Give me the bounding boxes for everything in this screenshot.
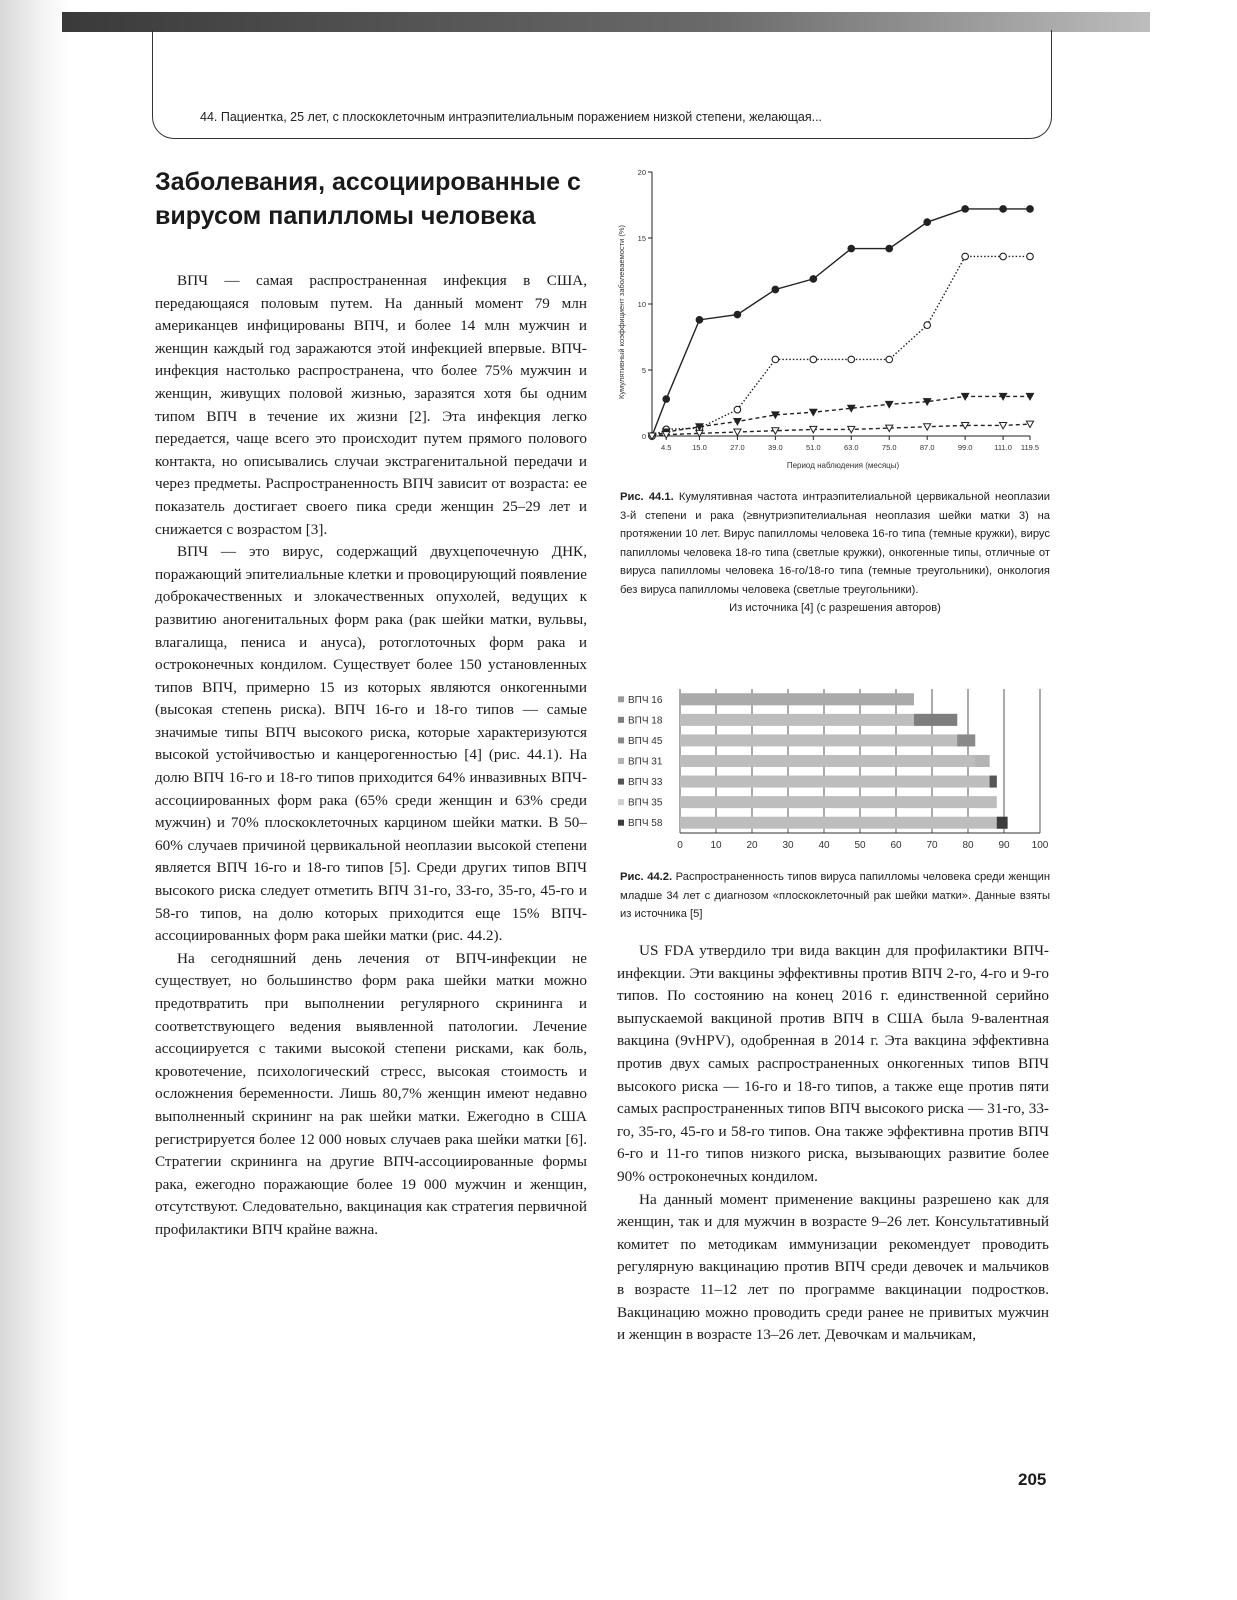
x-tick-label: 99.0 <box>957 443 973 452</box>
x-tick-label: 0 <box>677 840 683 851</box>
data-point <box>772 286 779 293</box>
x-tick-label: 90 <box>998 840 1010 851</box>
caption-label: Рис. 44.2. <box>620 871 673 883</box>
data-point <box>962 206 969 213</box>
y-tick-label: 10 <box>637 300 646 309</box>
category-label: ВПЧ 31 <box>628 756 663 768</box>
caption-text: Кумулятивная частота интраэпителиальной цервикальной неоплазии 3-й степени и рака (≥внутриэпителиальная неоплазия шейки матки 3) на протяжении 10 лет. Вирус папилломы человека 16-го типа (темные кружки), вирус папилломы человека 18-го типа (светлые кружки), онкогенные типы, отличные от вируса папилломы человека 16-го/18-го типа (темные треугольники), онкология без вируса папилломы человека (светлые треугольники). <box>620 491 1050 596</box>
x-tick-label: 39.0 <box>768 443 783 452</box>
x-tick-label: 87.0 <box>919 443 935 452</box>
x-tick-label: 20 <box>746 840 758 851</box>
category-label: ВПЧ 16 <box>628 694 663 706</box>
category-label: ВПЧ 58 <box>628 818 663 830</box>
x-tick-label: 119.5 <box>1020 443 1040 452</box>
data-point <box>734 406 741 413</box>
x-tick-label: 10 <box>710 840 722 851</box>
data-point <box>696 317 703 324</box>
legend-swatch <box>618 696 624 702</box>
y-tick-label: 20 <box>637 168 646 177</box>
data-point <box>734 311 741 318</box>
header-bar <box>62 12 1150 32</box>
legend-swatch <box>618 717 624 723</box>
series-line <box>652 209 1030 436</box>
x-tick-label: 80 <box>962 840 974 851</box>
data-point <box>924 424 931 430</box>
category-label: ВПЧ 45 <box>628 735 663 747</box>
figure-44-2-bar-chart <box>612 683 1052 858</box>
x-tick-label: 100 <box>1031 840 1049 851</box>
y-axis-label: Кумулятивный коэффициент заболеваемости (%) <box>617 224 626 400</box>
paragraph: US FDA утвердило три вида вакцин для профилактики ВПЧ-инфекции. Эти вакцины эффективны против ВПЧ 2-го, 4-го и 9-го типов. По состоянию на конец 2016 г. единственной серийно выпускаемой вакциной против ВПЧ в США была 9-валентная вакцина (9vHPV), одобренная в 2014 г. Эта вакцина эффективна против двух самых распространенных онкогенных типов ВПЧ высокого риска — 16-го и 18-го типов, а также еще против пяти самых распространенных типов ВПЧ высокого риска — 31-го, 33-го, 35-го, 45-го и 58-го типов. Она также эффективна против ВПЧ 6-го и 11-го типов низкого риска, вызывающих развитие более 90% остроконечных кондилом. <box>617 942 1049 1185</box>
x-tick-label: 70 <box>926 840 938 851</box>
caption-text: Распространенность типов вируса папилломы человека среди женщин младше 34 лет с диагнозом «плоскоклеточный рак шейки матки». Данные взяты из источника [5] <box>620 871 1050 920</box>
paragraph: ВПЧ — самая распространенная инфекция в США, передающаяся половым путем. На данный момент 79 млн американцев инфицированы ВПЧ, и более 14 млн мужчин и женщин каждый год заражаются этой инфекцией впервые. ВПЧ-инфекция настолько распространена, что более 75% мужчин и женщин, живущих половой жизнью, заразятся хотя бы одним типом ВПЧ в течение их жизни [2]. Эта инфекция легко передается, чаще всего это происходит путем прямого полового контакта, но описывались случаи экстрагенитальной передачи и через предметы. Распространенность ВПЧ зависит от возраста: ее показатель достигает своего пика среди женщин 25–29 лет и снижается с возрастом [3]. <box>155 272 587 538</box>
x-tick-label: 27.0 <box>730 443 745 452</box>
data-point <box>810 276 817 283</box>
y-tick-label: 0 <box>641 432 646 441</box>
y-tick-label: 15 <box>637 234 646 243</box>
figure-44-1-caption <box>620 488 1050 618</box>
bar-segment <box>680 693 914 705</box>
legend-swatch <box>618 779 624 785</box>
paragraph: ВПЧ — это вирус, содержащий двухцепочечную ДНК, поражающий эпителиальные клетки и провоцирующий появление доброкачественных и злокачественных опухолей, ведущих к развитию аногенитальных форм рака (рак шейки матки, вульвы, влагалища, пениса и ануса), ротоглоточных форм рака и остроконечных кондилом. Существует более 150 установленных типов ВПЧ, примерно 15 из которых являются онкогенными (высокая степень риска). ВПЧ 16-го и 18-го типов — самые значимые типы ВПЧ высокого риска, которые характеризуются высокой устойчивостью и канцерогенностью [4] (рис. 44.1). На долю ВПЧ 16-го и 18-го типов приходится 64% инвазивных ВПЧ-ассоциированных форм рака (65% среди женщин и 63% среди мужчин) и 70% плоскоклеточных карцином шейки матки. В 50–60% случаев причиной цервикальной неоплазии высокой степени является ВПЧ 16-го и 18-го типов [5]. Среди других типов ВПЧ высокого риска следует отметить ВПЧ 31-го, 33-го, 35-го, 45-го и 58-го типов, на долю которых приходится еще 15% ВПЧ-ассоциированных форм рака шейки матки (рис. 44.2). <box>155 543 587 945</box>
legend-swatch <box>618 737 624 743</box>
paragraph: На сегодняшний день лечения от ВПЧ-инфекции не существует, но большинство форм рака шейки матки можно предотвратить при выполнении регулярного скрининга и соответствующего ведения выявленной патологии. Лечение ассоциируется с такими высокой степени рисками, как боль, кровотечение, психологический стресс, высокая стоимость и осложнения беременности. Лишь 80,7% женщин имеют недавно выполненный скрининг на рак шейки матки. Ежегодно в США регистрируется более 12 000 новых случаев рака шейки матки [6]. Стратегии скрининга на другие ВПЧ-ассоциированные формы рака, ежегодно поражающие более 19 000 мужчин и женщин, отсутствуют. Следовательно, вакцинация как стратегия первичной профилактики ВПЧ крайне важна. <box>155 949 587 1238</box>
figure-44-2-caption <box>620 868 1050 924</box>
data-point <box>848 245 855 252</box>
x-tick-label: 30 <box>782 840 794 851</box>
legend-swatch <box>618 799 624 805</box>
data-point <box>734 429 741 435</box>
bar <box>680 755 990 767</box>
x-tick-label: 15.0 <box>692 443 707 452</box>
data-point <box>1000 206 1007 213</box>
paragraph: На данный момент применение вакцины разрешено как для женщин, так и для мужчин в возрасте 9–26 лет. Консультативный комитет по методикам иммунизации рекомендует проводить регулярную вакцинацию против ВПЧ среди девочек и мальчиков в возрасте 11–12 лет по программе вакцинации подростков. Вакцинацию можно проводить среди ранее не привитых мужчин и женщин в возрасте 13–26 лет. Девочкам и мальчикам, <box>617 1190 1049 1344</box>
page-shadow <box>0 0 70 1600</box>
legend-swatch <box>618 758 624 764</box>
data-point <box>848 356 855 363</box>
bar <box>680 734 975 746</box>
legend-swatch <box>618 820 624 826</box>
bar <box>680 817 1008 829</box>
category-label: ВПЧ 18 <box>628 715 663 727</box>
bar <box>680 776 997 788</box>
x-tick-label: 50 <box>854 840 866 851</box>
figure-44-1-line-chart <box>612 162 1052 480</box>
data-point <box>1027 206 1034 213</box>
bar-segment <box>990 776 997 788</box>
category-label: ВПЧ 33 <box>628 777 663 789</box>
x-tick-label: 40 <box>818 840 830 851</box>
data-point <box>924 322 931 329</box>
data-point <box>886 356 893 363</box>
y-tick-label: 5 <box>641 366 646 375</box>
bar <box>680 796 997 808</box>
x-tick-label: 4.5 <box>661 443 672 452</box>
data-point <box>663 396 670 403</box>
x-tick-label: 63.0 <box>843 443 859 452</box>
x-tick-label: 111.0 <box>994 443 1012 452</box>
left-column <box>155 270 587 1242</box>
category-label: ВПЧ 35 <box>628 797 663 809</box>
caption-label: Рис. 44.1. <box>620 491 674 503</box>
data-point <box>886 401 893 407</box>
caption-source: Из источника [4] (с разрешения авторов) <box>729 602 941 614</box>
data-point <box>1026 421 1033 427</box>
x-tick-label: 75.0 <box>881 443 897 452</box>
data-point <box>886 245 893 252</box>
bar-segment <box>997 817 1008 829</box>
data-point <box>810 356 817 363</box>
page-number: 205 <box>1018 1470 1047 1489</box>
x-tick-label: 60 <box>890 840 902 851</box>
data-point <box>1027 253 1034 260</box>
bar-segment <box>975 755 989 767</box>
bar-segment <box>914 714 957 726</box>
data-point <box>810 409 817 415</box>
data-point <box>962 253 969 260</box>
bar-segment <box>957 734 975 746</box>
x-tick-label: 51.0 <box>806 443 821 452</box>
data-point <box>924 219 931 226</box>
data-point <box>1000 253 1007 260</box>
x-axis-label: Период наблюдения (месяцы) <box>786 461 900 470</box>
right-column <box>617 940 1049 1347</box>
section-title: Заболевания, ассоциированные с вирусом папилломы человека <box>155 168 581 230</box>
running-head: 44. Пациентка, 25 лет, с плоскоклеточным интраэпителиальным поражением низкой степени, желающая... <box>200 110 823 124</box>
data-point <box>772 356 779 363</box>
